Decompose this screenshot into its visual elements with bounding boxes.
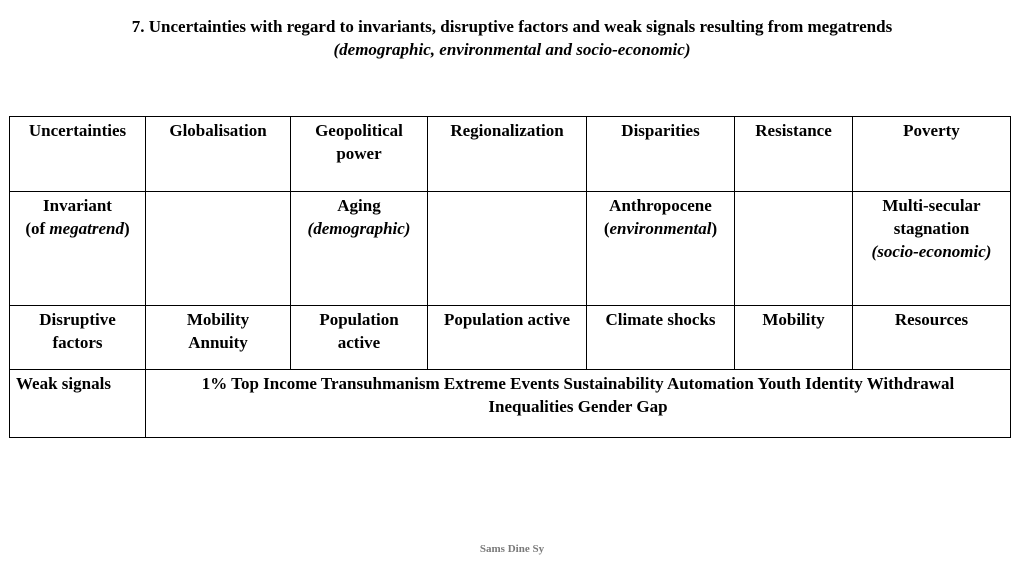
cell-disruptive-poverty: Resources [853,306,1011,370]
page-subtitle: (demographic, environmental and socio-economic) [333,40,691,59]
header-regionalization: Regionalization [428,117,587,192]
footer-author: Sams Dine Sy [479,543,545,555]
cell-disruptive-regionalization: Population active [428,306,587,370]
cell-weak-signals: 1% Top Income Transuhmanism Extreme Events Sustainability Automation Youth Identity Withdrawal Inequalities Gender Gap [146,370,1011,438]
cell-invariant-geopolitical: Aging (demographic) [291,192,428,306]
header-poverty: Poverty [853,117,1011,192]
table-header-row [10,117,1011,192]
cell-disruptive-resistance: Mobility [735,306,853,370]
cell-invariant-poverty: Multi-secular stagnation (socio-economic) [853,192,1011,306]
header-uncertainties: Uncertainties [10,117,146,192]
cell-invariant-globalisation [146,192,291,306]
row-label-weak-signals: Weak signals [10,370,146,438]
table-row-invariant [10,192,1011,306]
row-label-disruptive: Disruptive factors [10,306,146,370]
cell-disruptive-disparities: Climate shocks [587,306,735,370]
uncertainties-table [9,116,1011,438]
row-label-invariant: Invariant (of megatrend) [10,192,146,306]
table-row-weak-signals [10,370,1011,438]
header-resistance: Resistance [735,117,853,192]
cell-disruptive-globalisation: Mobility Annuity [146,306,291,370]
header-disparities: Disparities [587,117,735,192]
page-title: 7. Uncertainties with regard to invariants, disruptive factors and weak signals resulting from megatrends [131,17,893,36]
header-geopolitical-power: Geopolitical power [291,117,428,192]
cell-invariant-regionalization [428,192,587,306]
cell-invariant-disparities: Anthropocene (environmental) [587,192,735,306]
cell-disruptive-geopolitical: Population active [291,306,428,370]
cell-invariant-resistance [735,192,853,306]
header-globalisation: Globalisation [146,117,291,192]
table-row-disruptive [10,306,1011,370]
